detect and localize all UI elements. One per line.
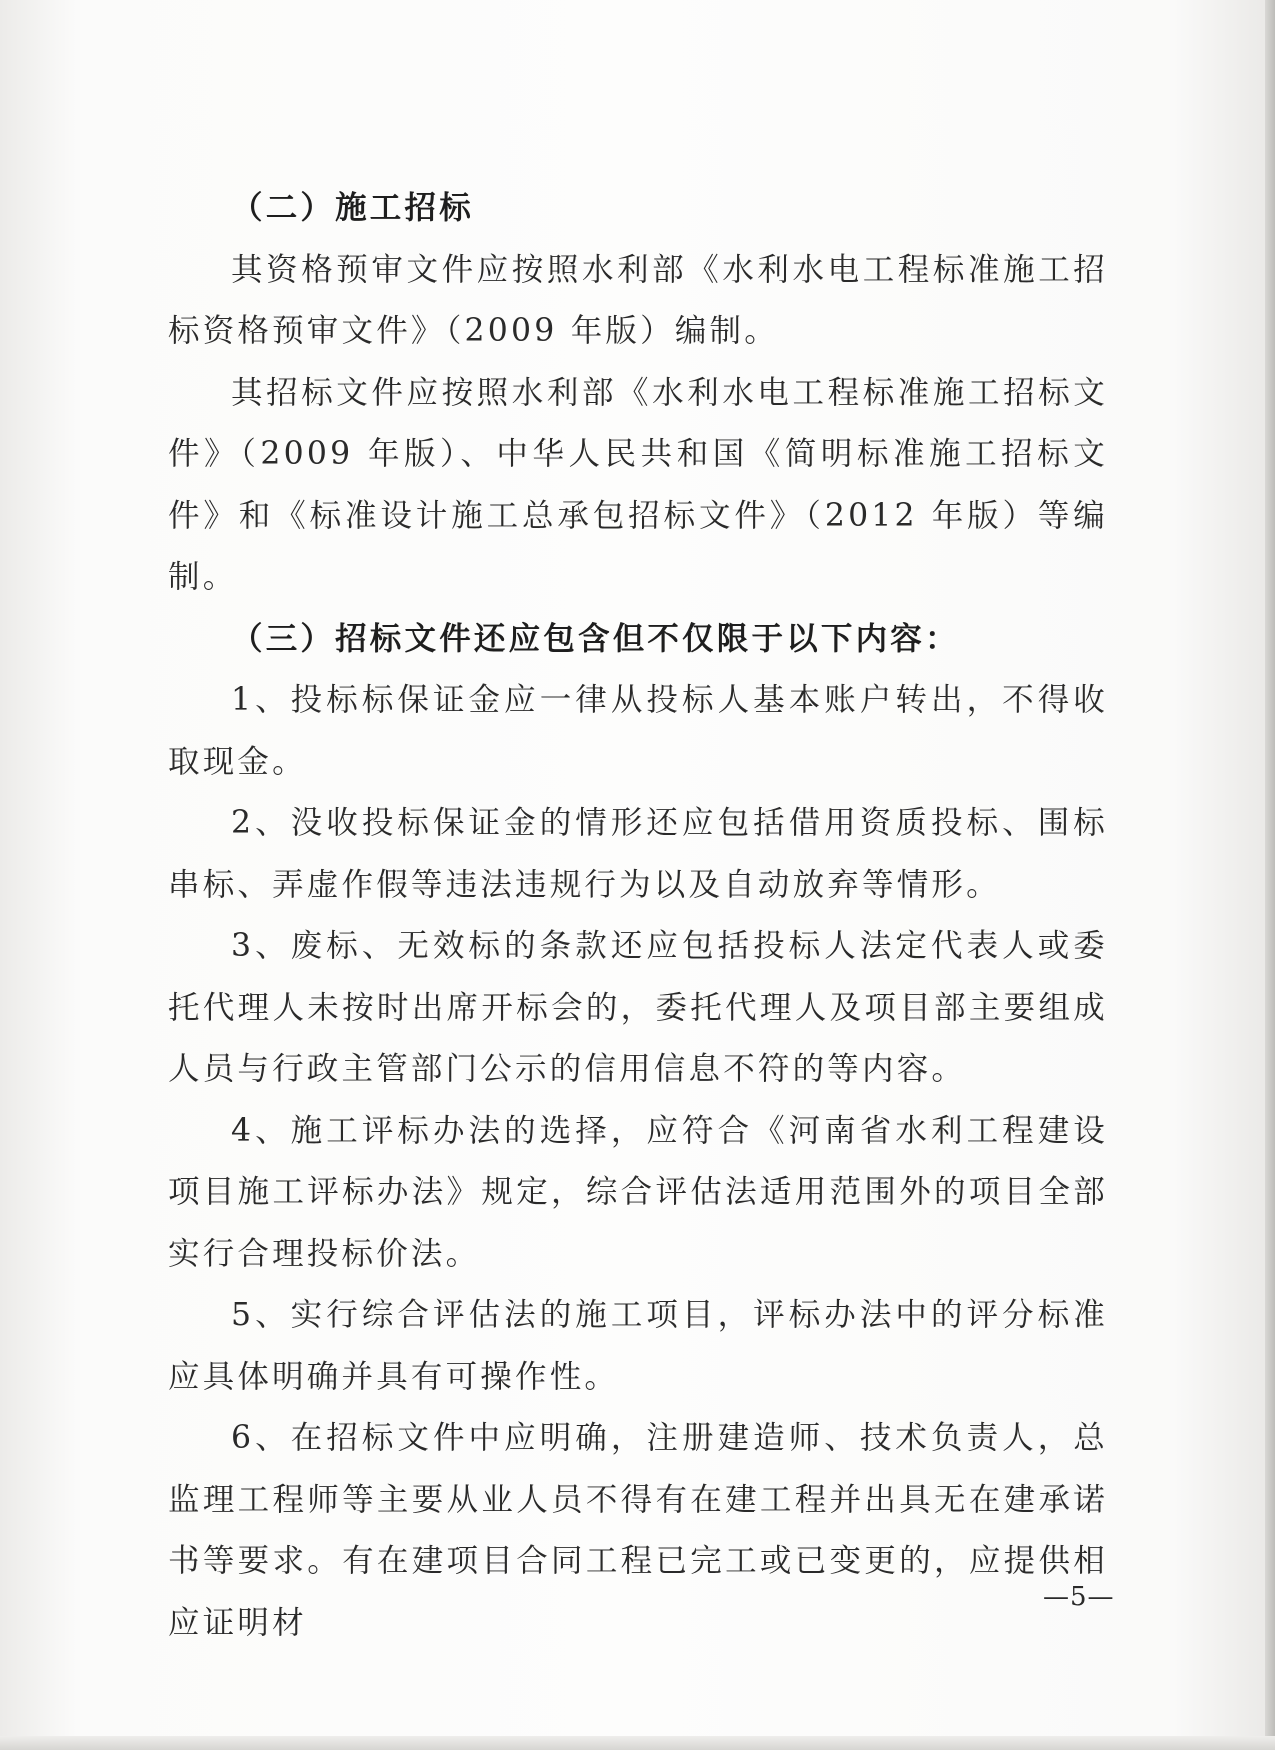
document-body (168, 178, 1108, 1654)
page-number: —5— (1043, 1582, 1115, 1612)
page-bottom-edge (0, 1736, 1275, 1750)
list-item-key-personnel: 6、在招标文件中应明确，注册建造师、技术负责人，总监理工程师等主要从业人员不得有在建工程并出具无在建承诺书等要求。有在建项目合同工程已完工或已变更的，应提供相应证明材 (168, 1420, 1108, 1641)
page-edge-shadow (1265, 0, 1275, 1750)
list-item-evaluation-method: 4、施工评标办法的选择，应符合《河南省水利工程建设项目施工评标办法》规定，综合评估法适用范围外的项目全部实行合理投标价法。 (168, 1112, 1108, 1272)
paragraph-tender-document: 其招标文件应按照水利部《水利水电工程标准施工招标文件》（2009 年版）、中华人民共和国《简明标准施工招标文件》和《标准设计施工总承包招标文件》（2012 年版）等编制。 (168, 374, 1108, 595)
section-heading-construction-tendering: （二）施工招标 (231, 190, 474, 226)
paragraph-prequalification-document: 其资格预审文件应按照水利部《水利水电工程标准施工招标资格预审文件》（2009 年版）编制。 (168, 251, 1108, 349)
section-heading-tender-contents: （三）招标文件还应包含但不仅限于以下内容： (231, 620, 960, 657)
list-item-bid-bond: 1、投标标保证金应一律从投标人基本账户转出，不得收取现金。 (168, 682, 1108, 780)
list-item-scoring-standard: 5、实行综合评估法的施工项目，评标办法中的评分标准应具体明确并具有可操作性。 (168, 1297, 1108, 1395)
list-item-invalid-bid-terms: 3、废标、无效标的条款还应包括投标人法定代表人或委托代理人未按时出席开标会的，委托代理人及项目部主要组成人员与行政主管部门公示的信用信息不符的等内容。 (168, 928, 1108, 1087)
list-item-bond-forfeiture: 2、没收投标保证金的情形还应包括借用资质投标、围标串标、弄虚作假等违法违规行为以及自动放弃等情形。 (168, 805, 1108, 903)
